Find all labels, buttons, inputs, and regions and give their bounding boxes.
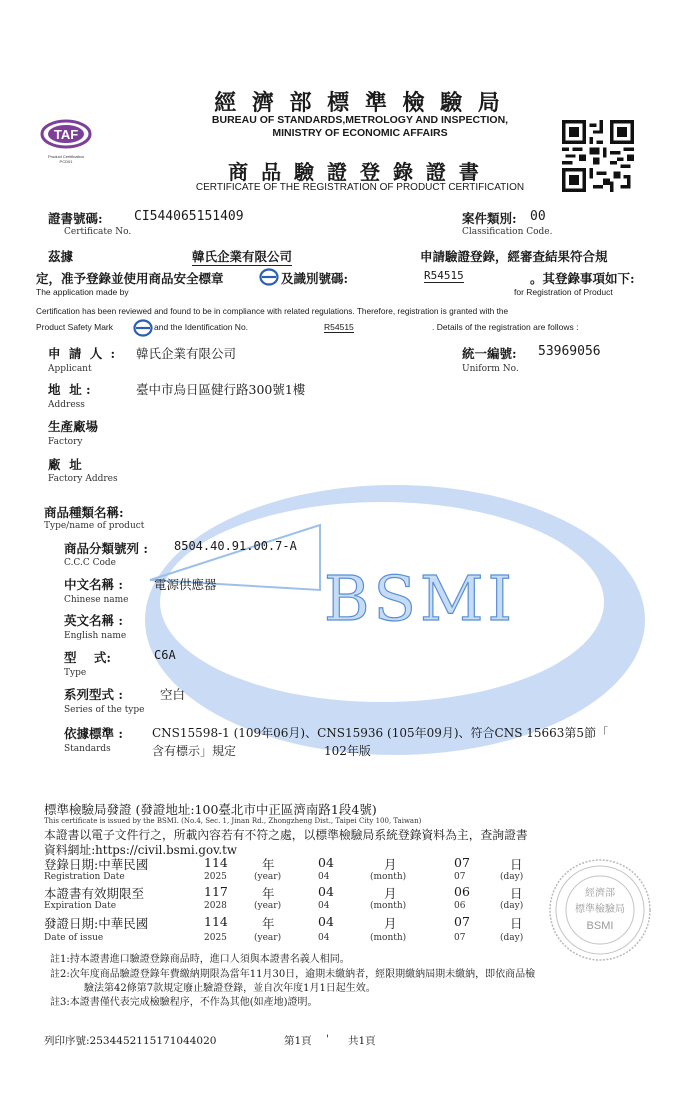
intro-company: 韓氏企業有限公司: [192, 249, 293, 264]
reg-date-label: 登錄日期:中華民國: [44, 857, 149, 872]
issue-date-year-unit-en: (year): [254, 933, 282, 943]
exp-date-label: 本證書有效期限至: [44, 886, 145, 901]
product-type-label-en: Type/name of product: [44, 521, 145, 531]
factory-addr-label: 廠 址: [48, 457, 82, 472]
cert-title-en: CERTIFICATE OF THE REGISTRATION OF PRODUCT CERTIFICATION: [195, 182, 525, 193]
ccc-label-en: C.C.C Code: [64, 558, 116, 568]
taf-logo-text: TAF: [53, 127, 79, 142]
intro-en3-c: . Details of the registration are follows :: [432, 322, 579, 332]
seal-line2: 標準檢驗局: [575, 904, 625, 915]
standards-value-1: CNS15598-1 (109年06月)、CNS15936 (105年09月)、符合CNS 15663第5節「: [152, 726, 609, 740]
intro-en1-b: for Registration of Product: [514, 287, 613, 297]
exp-date-day-unit-en: (day): [500, 901, 524, 911]
series-label: 系列型式 :: [64, 687, 123, 702]
english-name-label: 英文名稱 :: [64, 613, 123, 628]
chinese-name-label-en: Chinese name: [64, 595, 129, 605]
safety-mark-icon: [259, 268, 279, 286]
exp-date-label-en: Expiration Date: [44, 901, 117, 911]
taf-sub1: Product Certification: [47, 154, 84, 159]
issue-date-month-en: 04: [318, 933, 330, 943]
type-value: C6A: [154, 648, 176, 662]
reg-date-day-unit: 日: [510, 857, 523, 872]
intro-en1-a: The application made by: [36, 287, 129, 297]
taf-sub2: PCD01: [59, 159, 73, 164]
issuer-line-en: This certificate is issued by the BSMI. (No.4, Sec. 1, Jinan Rd., Zhongzheng Dist., Taipei City 100, Taiwan): [44, 817, 422, 825]
intro-line1-b: 申請驗證登錄，經審查結果符合規: [420, 249, 608, 264]
standards-value-2: 含有標示」規定: [152, 744, 237, 758]
intro-line2-a: 定，准予登錄並使用商品安全標章: [36, 271, 224, 286]
standards-label-en: Standards: [64, 744, 111, 754]
issue-date-day: 07: [454, 914, 470, 929]
note-2b: 驗法第42條第7款規定廢止驗證登錄，並自次年度1月1日起生效。: [84, 983, 376, 994]
applicant-value: 韓氏企業有限公司: [136, 346, 237, 361]
address-value: 臺中市烏日區健行路300號1樓: [136, 382, 306, 397]
factory-label-en: Factory: [48, 437, 83, 447]
reg-date-year-unit-en: (year): [254, 872, 282, 882]
issue-date-year-unit: 年: [262, 916, 275, 931]
safety-mark-icon-small: [133, 319, 153, 337]
reg-date-month-unit-en: (month): [370, 872, 407, 882]
address-label-en: Address: [48, 400, 85, 410]
footer-page: 第1頁: [284, 1035, 312, 1047]
uniform-value: 53969056: [538, 344, 601, 359]
classification-value: 00: [530, 209, 546, 224]
exp-date-day: 06: [454, 884, 470, 899]
exp-date-year-unit: 年: [262, 886, 275, 901]
exp-date-year: 117: [204, 884, 228, 899]
factory-label: 生產廠場: [48, 419, 99, 434]
address-label: 地 址 :: [48, 382, 91, 397]
factory-addr-label-en: Factory Addres: [48, 474, 118, 484]
classification-label-en: Classification Code.: [462, 227, 553, 237]
cert-title-cn: 商 品 驗 證 登 錄 證 書: [228, 160, 482, 184]
exp-date-month-en: 04: [318, 901, 330, 911]
issue-date-year: 114: [204, 914, 228, 929]
ccc-value: 8504.40.91.00.7-A: [174, 539, 297, 553]
standards-value-3: 102年版: [324, 744, 371, 758]
cert-no-value: CI544065151409: [134, 209, 244, 224]
reg-date-day-en: 07: [454, 872, 466, 882]
reg-date-month: 04: [318, 855, 334, 870]
issue-date-day-en: 07: [454, 933, 466, 943]
intro-line2-c: 。其登錄事項如下:: [530, 271, 635, 286]
applicant-label-en: Applicant: [48, 364, 92, 374]
reg-date-label-en: Registration Date: [44, 872, 125, 882]
type-label-en: Type: [64, 668, 87, 678]
issue-date-month-unit-en: (month): [370, 933, 407, 943]
reg-date-year-en: 2025: [204, 872, 227, 882]
footer-sep: ': [326, 1033, 329, 1045]
intro-en2: Certification has been reviewed and found to be in compliance with related regulations. Therefore, registration is granted with the: [36, 306, 509, 316]
classification-label: 案件類別:: [462, 211, 517, 226]
cert-no-label-en: Certificate No.: [64, 227, 132, 237]
issue-date-day-unit: 日: [510, 916, 523, 931]
intro-en3-b: and the Identification No.: [154, 322, 249, 332]
uniform-label: 統一編號:: [462, 346, 517, 361]
exp-date-year-en: 2028: [204, 901, 227, 911]
applicant-label: 申 請 人 :: [48, 346, 118, 361]
exp-date-month: 04: [318, 884, 334, 899]
exp-date-day-en: 06: [454, 901, 466, 911]
agency-title-cn: 經 濟 部 標 準 檢 驗 局: [214, 90, 504, 116]
issuer-notice-1: 本證書以電子文件行之，所載內容若有不符之處，以標準檢驗局系統登錄資料為主，查詢證書: [44, 828, 528, 842]
exp-date-year-unit-en: (year): [254, 901, 282, 911]
note-2a: 註2:次年度商品驗證登錄年費繳納期限為當年11月30日，逾期未繳納者，經限期繳納屆期未繳納，即依商品檢: [50, 969, 536, 980]
issuer-notice-link[interactable]: 資料網址:https://civil.bsmi.gov.tw: [44, 843, 237, 857]
intro-en3-a: Product Safety Mark: [36, 322, 114, 332]
note-3: 註3:本證書僅代表完成檢驗程序，不作為其他(如產地)證明。: [50, 997, 318, 1008]
exp-date-month-unit: 月: [384, 886, 397, 901]
seal-line3: BSMI: [586, 920, 614, 932]
footer-total: 共1頁: [348, 1035, 376, 1047]
series-value: 空白: [160, 687, 186, 702]
footer-serial: 列印序號:2534452115171044020: [44, 1035, 217, 1047]
intro-reg-no: R54515: [424, 269, 464, 282]
type-label: 型 式:: [64, 650, 112, 665]
english-name-label-en: English name: [64, 631, 127, 641]
reg-date-year: 114: [204, 855, 228, 870]
issue-date-month: 04: [318, 914, 334, 929]
ccc-label: 商品分類號列 :: [64, 541, 148, 556]
bsmi-seal: [548, 858, 652, 962]
reg-date-month-unit: 月: [384, 857, 397, 872]
intro-en3-reg: R54515: [324, 322, 354, 332]
reg-date-day: 07: [454, 855, 470, 870]
issue-date-year-en: 2025: [204, 933, 227, 943]
intro-line2-b: 及識別號碼:: [281, 271, 349, 286]
chinese-name-label: 中文名稱 :: [64, 577, 123, 592]
exp-date-day-unit: 日: [510, 886, 523, 901]
agency-title-en-2: MINISTRY OF ECONOMIC AFFAIRS: [272, 127, 448, 139]
reg-date-day-unit-en: (day): [500, 872, 524, 882]
chinese-name-value: 電源供應器: [154, 577, 217, 592]
note-1: 註1:持本證書進口驗證登錄商品時，進口人須與本證書名義人相同。: [50, 954, 350, 965]
agency-title-en-1: BUREAU OF STANDARDS,METROLOGY AND INSPECTION,: [211, 114, 509, 126]
issue-date-month-unit: 月: [384, 916, 397, 931]
reg-date-year-unit: 年: [262, 857, 275, 872]
intro-line1-a: 茲據: [48, 249, 74, 264]
watermark-text: BSMI: [323, 562, 517, 635]
cert-no-label: 證書號碼:: [48, 211, 103, 226]
seal-line1: 經濟部: [585, 888, 615, 899]
product-type-label: 商品種類名稱:: [44, 505, 124, 520]
reg-date-month-en: 04: [318, 872, 330, 882]
standards-label: 依據標準 :: [64, 726, 123, 741]
series-label-en: Series of the type: [64, 705, 145, 715]
issue-date-label: 發證日期:中華民國: [44, 916, 149, 931]
uniform-label-en: Uniform No.: [462, 364, 519, 374]
exp-date-month-unit-en: (month): [370, 901, 407, 911]
issue-date-label-en: Date of issue: [44, 933, 104, 943]
issuer-line-cn: 標準檢驗局發證 (發證地址:100臺北市中正區濟南路1段4號): [44, 802, 377, 817]
issue-date-day-unit-en: (day): [500, 933, 524, 943]
